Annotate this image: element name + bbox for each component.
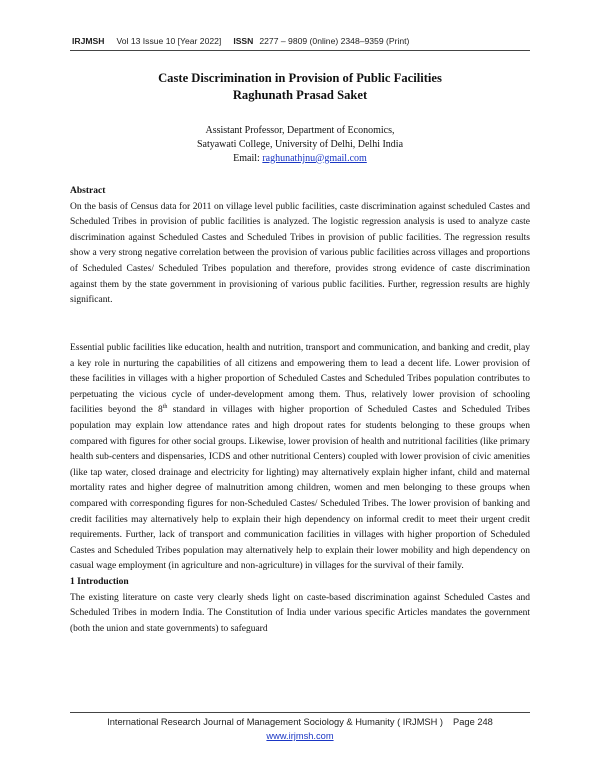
abstract-heading: Abstract (70, 186, 106, 196)
superscript-th: th (162, 404, 168, 411)
footer-rule (70, 712, 530, 713)
header-rule (70, 50, 530, 51)
introduction-heading: 1 Introduction (70, 576, 129, 587)
issn-label: ISSN (233, 36, 254, 46)
page-footer (60, 715, 540, 743)
email-label: Email: (233, 152, 260, 164)
abstract-section (70, 184, 530, 309)
abstract-text: On the basis of Census data for 2011 on village level public facilities, caste discrimination against scheduled Castes and Scheduled Tribes in provision of public facilities is analyzed. The logistic regression analysis is used to analyze caste discrimination against Scheduled Castes and Scheduled Tribes in provision of public facilities. The regression results show a very strong negative correlation between the provision of various public facilities across villages and proportions of Scheduled Castes/ Scheduled Tribes population and therefore, provides strong evidence of caste discrimination against them by the state government in provisioning of various public facilities. Further, regression results are highly significant. (70, 201, 530, 306)
journal-abbreviation: IRJMSH (72, 36, 105, 46)
website-link[interactable]: www.irjmsh.com (266, 731, 334, 741)
affiliation-line-1: Assistant Professor, Department of Economics, (205, 125, 395, 136)
title-block (70, 70, 530, 104)
affiliation-line-2: Satyawati College, University of Delhi, Delhi India (196, 138, 404, 150)
para1-part-b: standard in villages with higher proportion of Scheduled Castes and Scheduled Tribes population may explain low attendance rates and high dropout rates for students belonging to these groups when compared with figures for other social groups. Likewise, lower provision of health and nutritional facilities (like primary health sub-centers and dispensaries, ICDS and other nutritional Centers) coupled with lower provision of civic amenities (like tap water, closed drainage and electricity for lighting) may alternatively explain higher infant, child and maternal mortality rates and higher degree of malnutrition among children, women and men belonging to these groups when compared with corresponding figures for non-Scheduled Castes/ Scheduled Tribes. The lower provision of banking and credit facilities may alternatively help to explain their high dependency on informal credit to meet their urgent credit requirements. Further, lack of transport and communication facilities in villages with higher proportion of Scheduled Castes and Scheduled Tribes population may alternatively help to explain their lower mobility and high dependency on casual wage employment (in agriculture and non-agriculture) in villages for the survival of their family. (70, 405, 530, 572)
running-header (72, 36, 532, 46)
email-link[interactable]: raghunathjnu@gmail.com (262, 152, 367, 164)
volume-issue: Vol 13 Issue 10 (116, 36, 176, 46)
affiliation-block (70, 124, 530, 165)
year: [Year 2022] (177, 36, 222, 46)
page-number: Page 248 (453, 717, 493, 727)
introduction-text: The existing literature on caste very clearly sheds light on caste-based discrimination against Scheduled Castes and Scheduled Tribes in modern India. The Constitution of India under various specific Articles mandates the government (both the union and state governments) to safeguard (70, 592, 530, 634)
paper-title: Caste Discrimination in Provision of Public Facilities (158, 71, 442, 85)
email-line (70, 152, 530, 166)
para1-part-a: Essential public facilities like education, health and nutrition, transport and communication, and banking and credit, play a key role in nurturing the capabilities of all citizens and empowering them to lead a decent life. Lower provision of these facilities in villages with a higher proportion of Scheduled Castes and Scheduled Tribes population contributes to perpetuating the vicious cycle of under-development among them. Thus, relatively lower provision of schooling facilities beyond the 8 (70, 343, 530, 416)
journal-full-name: International Research Journal of Management Sociology & Humanity ( IRJMSH ) (107, 717, 444, 727)
body-paragraph-1 (70, 341, 530, 575)
issn-numbers: 2277 – 9809 (0nline) 2348–9359 (Print) (259, 36, 410, 46)
author-name: Raghunath Prasad Saket (232, 88, 368, 102)
body-section (70, 341, 530, 637)
